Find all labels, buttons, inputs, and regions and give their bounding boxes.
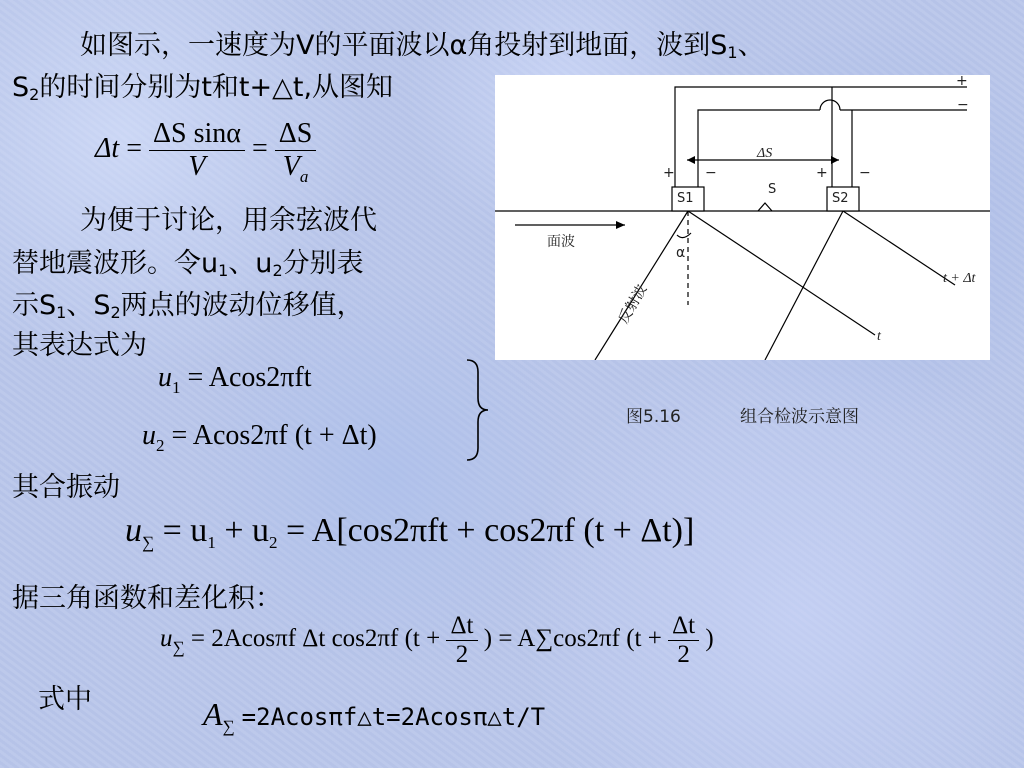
fig-plus-s1: + [663, 165, 675, 181]
intro-line-2: $S_2$的时间分别为t和t+△t,从图知 [12, 72, 394, 104]
fig-label-s1: S1 [677, 191, 694, 206]
fig-plus-s2: + [816, 165, 828, 181]
heading-trig: 据三角函数和差化积： [12, 583, 282, 614]
fig-delta-s: ΔS [757, 146, 773, 161]
right-brace [462, 358, 492, 462]
para2-line-3: 示$S_1$、$S_2$两点的波动位移值， [12, 290, 364, 322]
fig-label-alpha: α [676, 245, 686, 261]
figure-drawing [495, 75, 990, 360]
para2-line-2: 替地震波形。令$u_1$、$u_2$分别表 [12, 248, 364, 280]
para2-line-1: 为便于讨论，用余弦波代 [80, 205, 377, 236]
fig-label-s2: S2 [832, 191, 849, 206]
para2-line-4: 其表达式为 [12, 330, 147, 361]
fig-label-t-dt: t + Δt [943, 271, 976, 286]
trig-equation: $u_\sum = 2Acos\pi f$ Δt cos2πf (t + $\frac{\Delta t}{2}$ ) = A∑cos2πf (t + $\frac{\Delta t}{2}$ ) [160, 612, 714, 668]
figure-5-16 [495, 75, 990, 360]
heading-combined: 其合振动 [12, 472, 120, 503]
fig-plus-top: + [956, 73, 968, 89]
fig-label-fanshebo: 反射波 [615, 282, 651, 327]
u2-equation: $u_2 = Acos2\pi f$ (t + Δt) [142, 420, 377, 455]
fig-label-t: t [877, 329, 881, 344]
fig-minus-s1: − [705, 165, 717, 181]
a-sigma-equation: $A_\sum$ =2Acosπf△t=2Acosπ△t/T [203, 696, 546, 736]
fig-minus-s2: − [859, 165, 871, 181]
delta-t-equation: Δt = $\frac{\text{ΔS sinα}}{V}$ = $\frac{\Delta S}{V_a}$ [95, 118, 316, 183]
figure-caption-number: 图5.16 [626, 407, 681, 427]
figure-caption-title: 组合检波示意图 [740, 407, 859, 427]
sum-equation: $u_\sum = u_1 + u_2 = A[\cos 2\pi ft + \cos 2\pi f$ (t + Δt)] [125, 512, 695, 552]
fig-label-mianbo: 面波 [547, 234, 575, 250]
intro-line-1: 如图示，一速度为V的平面波以α角投射到地面，波到$S_1$、 [80, 30, 765, 62]
fig-label-s: S [768, 182, 777, 197]
u1-equation: $u_1 = Acos2\pi ft$ [158, 362, 312, 397]
fig-minus-top: − [957, 97, 969, 113]
label-where: 式中 [38, 684, 92, 715]
